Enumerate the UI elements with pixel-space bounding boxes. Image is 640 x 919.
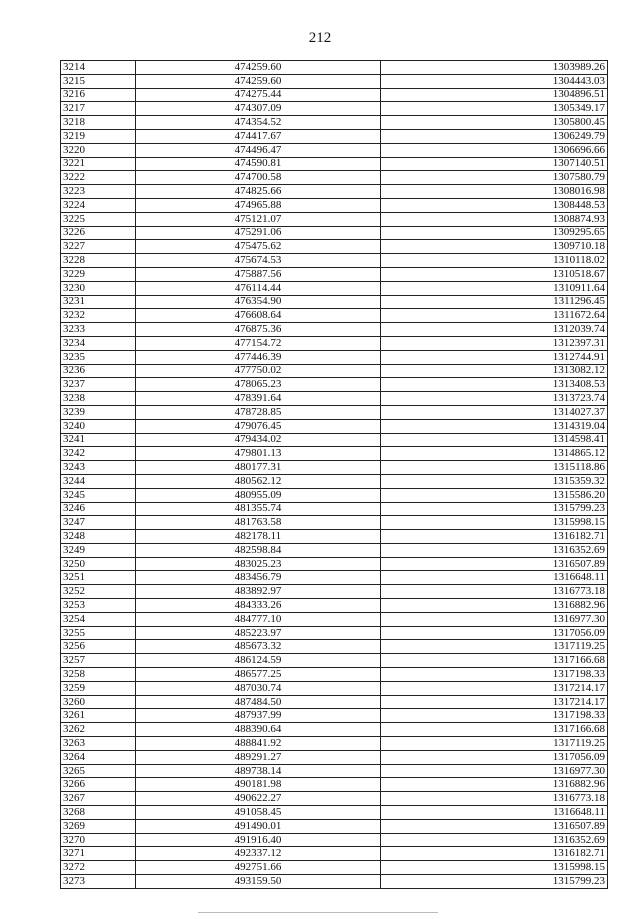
y-coordinate-cell: 1315799.23 [381, 502, 608, 516]
table-row [61, 240, 608, 254]
point-number-cell: 3241 [61, 433, 136, 447]
table-row [61, 806, 608, 820]
table-row [61, 847, 608, 861]
y-coordinate-cell: 1314319.04 [381, 419, 608, 433]
point-number-cell: 3266 [61, 778, 136, 792]
point-number-cell: 3263 [61, 737, 136, 751]
x-coordinate-cell: 487484.50 [136, 695, 381, 709]
y-coordinate-cell: 1308016.98 [381, 185, 608, 199]
table-row [61, 433, 608, 447]
x-coordinate-cell: 487937.99 [136, 709, 381, 723]
table-row [61, 875, 608, 889]
point-number-cell: 3234 [61, 336, 136, 350]
x-coordinate-cell: 488841.92 [136, 737, 381, 751]
point-number-cell: 3218 [61, 116, 136, 130]
table-row [61, 737, 608, 751]
point-number-cell: 3243 [61, 461, 136, 475]
table-row [61, 364, 608, 378]
x-coordinate-cell: 475674.53 [136, 254, 381, 268]
table-row [61, 212, 608, 226]
table-row [61, 530, 608, 544]
x-coordinate-cell: 474700.58 [136, 171, 381, 185]
table-row [61, 750, 608, 764]
table-row [61, 571, 608, 585]
x-coordinate-cell: 476875.36 [136, 323, 381, 337]
x-coordinate-cell: 490181.98 [136, 778, 381, 792]
y-coordinate-cell: 1314598.41 [381, 433, 608, 447]
y-coordinate-cell: 1316648.11 [381, 571, 608, 585]
y-coordinate-cell: 1317214.17 [381, 681, 608, 695]
point-number-cell: 3216 [61, 88, 136, 102]
y-coordinate-cell: 1315799.23 [381, 875, 608, 889]
y-coordinate-cell: 1316648.11 [381, 806, 608, 820]
y-coordinate-cell: 1308448.53 [381, 198, 608, 212]
y-coordinate-cell: 1317198.33 [381, 709, 608, 723]
table-row [61, 778, 608, 792]
point-number-cell: 3273 [61, 875, 136, 889]
x-coordinate-cell: 491490.01 [136, 819, 381, 833]
point-number-cell: 3237 [61, 378, 136, 392]
point-number-cell: 3229 [61, 267, 136, 281]
table-row [61, 695, 608, 709]
y-coordinate-cell: 1316977.30 [381, 764, 608, 778]
x-coordinate-cell: 474354.52 [136, 116, 381, 130]
y-coordinate-cell: 1315998.15 [381, 861, 608, 875]
y-coordinate-cell: 1312744.91 [381, 350, 608, 364]
point-number-cell: 3252 [61, 585, 136, 599]
x-coordinate-cell: 478391.64 [136, 392, 381, 406]
y-coordinate-cell: 1314865.12 [381, 447, 608, 461]
table-row [61, 392, 608, 406]
table-row [61, 461, 608, 475]
y-coordinate-cell: 1316507.89 [381, 557, 608, 571]
x-coordinate-cell: 474417.67 [136, 129, 381, 143]
y-coordinate-cell: 1317166.68 [381, 723, 608, 737]
y-coordinate-cell: 1304443.03 [381, 74, 608, 88]
table-row [61, 723, 608, 737]
table-row [61, 861, 608, 875]
point-number-cell: 3267 [61, 792, 136, 806]
table-row [61, 157, 608, 171]
table-row [61, 267, 608, 281]
table-row [61, 654, 608, 668]
y-coordinate-cell: 1316773.18 [381, 792, 608, 806]
y-coordinate-cell: 1305800.45 [381, 116, 608, 130]
table-row [61, 474, 608, 488]
y-coordinate-cell: 1313082.12 [381, 364, 608, 378]
table-row [61, 129, 608, 143]
table-row [61, 61, 608, 75]
table-row [61, 143, 608, 157]
point-number-cell: 3223 [61, 185, 136, 199]
table-row [61, 612, 608, 626]
x-coordinate-cell: 484333.26 [136, 599, 381, 613]
point-number-cell: 3271 [61, 847, 136, 861]
point-number-cell: 3254 [61, 612, 136, 626]
point-number-cell: 3222 [61, 171, 136, 185]
point-number-cell: 3246 [61, 502, 136, 516]
point-number-cell: 3256 [61, 640, 136, 654]
x-coordinate-cell: 492751.66 [136, 861, 381, 875]
y-coordinate-cell: 1315359.32 [381, 474, 608, 488]
y-coordinate-cell: 1311672.64 [381, 309, 608, 323]
x-coordinate-cell: 480562.12 [136, 474, 381, 488]
point-number-cell: 3225 [61, 212, 136, 226]
y-coordinate-cell: 1306249.79 [381, 129, 608, 143]
table-row [61, 281, 608, 295]
y-coordinate-cell: 1311296.45 [381, 295, 608, 309]
x-coordinate-cell: 475887.56 [136, 267, 381, 281]
table-row [61, 626, 608, 640]
table-row [61, 350, 608, 364]
table-row [61, 599, 608, 613]
point-number-cell: 3214 [61, 61, 136, 75]
y-coordinate-cell: 1317214.17 [381, 695, 608, 709]
x-coordinate-cell: 479434.02 [136, 433, 381, 447]
table-row [61, 405, 608, 419]
x-coordinate-cell: 486577.25 [136, 668, 381, 682]
y-coordinate-cell: 1316182.71 [381, 530, 608, 544]
x-coordinate-cell: 474259.60 [136, 61, 381, 75]
x-coordinate-cell: 477154.72 [136, 336, 381, 350]
x-coordinate-cell: 474275.44 [136, 88, 381, 102]
y-coordinate-cell: 1307140.51 [381, 157, 608, 171]
y-coordinate-cell: 1316182.71 [381, 847, 608, 861]
table-row [61, 709, 608, 723]
table-row [61, 447, 608, 461]
table-row [61, 226, 608, 240]
y-coordinate-cell: 1306696.66 [381, 143, 608, 157]
x-coordinate-cell: 477446.39 [136, 350, 381, 364]
point-number-cell: 3265 [61, 764, 136, 778]
y-coordinate-cell: 1307580.79 [381, 171, 608, 185]
table-row [61, 681, 608, 695]
x-coordinate-cell: 480955.09 [136, 488, 381, 502]
table-row [61, 88, 608, 102]
y-coordinate-cell: 1317119.25 [381, 737, 608, 751]
x-coordinate-cell: 486124.59 [136, 654, 381, 668]
point-number-cell: 3242 [61, 447, 136, 461]
y-coordinate-cell: 1310118.02 [381, 254, 608, 268]
x-coordinate-cell: 474965.88 [136, 198, 381, 212]
y-coordinate-cell: 1310911.64 [381, 281, 608, 295]
table-row [61, 557, 608, 571]
table-row [61, 295, 608, 309]
x-coordinate-cell: 476354.90 [136, 295, 381, 309]
x-coordinate-cell: 487030.74 [136, 681, 381, 695]
y-coordinate-cell: 1308874.93 [381, 212, 608, 226]
point-number-cell: 3232 [61, 309, 136, 323]
point-number-cell: 3238 [61, 392, 136, 406]
page-bottom-rule [198, 912, 438, 913]
x-coordinate-cell: 492337.12 [136, 847, 381, 861]
y-coordinate-cell: 1317119.25 [381, 640, 608, 654]
table-row [61, 792, 608, 806]
point-number-cell: 3224 [61, 198, 136, 212]
x-coordinate-cell: 488390.64 [136, 723, 381, 737]
y-coordinate-cell: 1316773.18 [381, 585, 608, 599]
x-coordinate-cell: 482598.84 [136, 543, 381, 557]
coordinates-table-body [61, 61, 608, 889]
point-number-cell: 3228 [61, 254, 136, 268]
table-row [61, 309, 608, 323]
y-coordinate-cell: 1305349.17 [381, 102, 608, 116]
point-number-cell: 3221 [61, 157, 136, 171]
point-number-cell: 3233 [61, 323, 136, 337]
x-coordinate-cell: 483456.79 [136, 571, 381, 585]
point-number-cell: 3219 [61, 129, 136, 143]
point-number-cell: 3272 [61, 861, 136, 875]
y-coordinate-cell: 1315586.20 [381, 488, 608, 502]
x-coordinate-cell: 474307.09 [136, 102, 381, 116]
table-row [61, 585, 608, 599]
point-number-cell: 3220 [61, 143, 136, 157]
point-number-cell: 3230 [61, 281, 136, 295]
point-number-cell: 3247 [61, 516, 136, 530]
point-number-cell: 3231 [61, 295, 136, 309]
page-number: 212 [308, 30, 332, 46]
table-row [61, 116, 608, 130]
table-row [61, 254, 608, 268]
y-coordinate-cell: 1317166.68 [381, 654, 608, 668]
table-row [61, 171, 608, 185]
y-coordinate-cell: 1313408.53 [381, 378, 608, 392]
point-number-cell: 3270 [61, 833, 136, 847]
table-row [61, 640, 608, 654]
y-coordinate-cell: 1317198.33 [381, 668, 608, 682]
table-row [61, 378, 608, 392]
table-row [61, 185, 608, 199]
point-number-cell: 3240 [61, 419, 136, 433]
x-coordinate-cell: 474496.47 [136, 143, 381, 157]
table-row [61, 516, 608, 530]
point-number-cell: 3269 [61, 819, 136, 833]
x-coordinate-cell: 481763.58 [136, 516, 381, 530]
x-coordinate-cell: 475121.07 [136, 212, 381, 226]
table-row [61, 198, 608, 212]
y-coordinate-cell: 1316352.69 [381, 543, 608, 557]
x-coordinate-cell: 474825.66 [136, 185, 381, 199]
point-number-cell: 3215 [61, 74, 136, 88]
x-coordinate-cell: 483025.23 [136, 557, 381, 571]
x-coordinate-cell: 485223.97 [136, 626, 381, 640]
y-coordinate-cell: 1304896.51 [381, 88, 608, 102]
x-coordinate-cell: 483892.97 [136, 585, 381, 599]
point-number-cell: 3249 [61, 543, 136, 557]
x-coordinate-cell: 474259.60 [136, 74, 381, 88]
point-number-cell: 3264 [61, 750, 136, 764]
point-number-cell: 3244 [61, 474, 136, 488]
x-coordinate-cell: 493159.50 [136, 875, 381, 889]
y-coordinate-cell: 1309295.65 [381, 226, 608, 240]
y-coordinate-cell: 1316352.69 [381, 833, 608, 847]
x-coordinate-cell: 491916.40 [136, 833, 381, 847]
x-coordinate-cell: 482178.11 [136, 530, 381, 544]
point-number-cell: 3226 [61, 226, 136, 240]
x-coordinate-cell: 476114.44 [136, 281, 381, 295]
table-row [61, 336, 608, 350]
y-coordinate-cell: 1312397.31 [381, 336, 608, 350]
point-number-cell: 3227 [61, 240, 136, 254]
x-coordinate-cell: 489291.27 [136, 750, 381, 764]
y-coordinate-cell: 1317056.09 [381, 750, 608, 764]
table-row [61, 102, 608, 116]
point-number-cell: 3235 [61, 350, 136, 364]
coordinates-table [60, 60, 608, 889]
table-row [61, 668, 608, 682]
table-row [61, 419, 608, 433]
x-coordinate-cell: 478065.23 [136, 378, 381, 392]
point-number-cell: 3262 [61, 723, 136, 737]
x-coordinate-cell: 480177.31 [136, 461, 381, 475]
point-number-cell: 3236 [61, 364, 136, 378]
y-coordinate-cell: 1313723.74 [381, 392, 608, 406]
point-number-cell: 3217 [61, 102, 136, 116]
point-number-cell: 3261 [61, 709, 136, 723]
y-coordinate-cell: 1315998.15 [381, 516, 608, 530]
x-coordinate-cell: 479076.45 [136, 419, 381, 433]
y-coordinate-cell: 1303989.26 [381, 61, 608, 75]
x-coordinate-cell: 474590.81 [136, 157, 381, 171]
y-coordinate-cell: 1315118.86 [381, 461, 608, 475]
table-row [61, 543, 608, 557]
point-number-cell: 3259 [61, 681, 136, 695]
x-coordinate-cell: 491058.45 [136, 806, 381, 820]
y-coordinate-cell: 1316977.30 [381, 612, 608, 626]
point-number-cell: 3253 [61, 599, 136, 613]
point-number-cell: 3260 [61, 695, 136, 709]
point-number-cell: 3248 [61, 530, 136, 544]
y-coordinate-cell: 1310518.67 [381, 267, 608, 281]
x-coordinate-cell: 477750.02 [136, 364, 381, 378]
x-coordinate-cell: 475291.06 [136, 226, 381, 240]
point-number-cell: 3251 [61, 571, 136, 585]
point-number-cell: 3258 [61, 668, 136, 682]
y-coordinate-cell: 1317056.09 [381, 626, 608, 640]
x-coordinate-cell: 484777.10 [136, 612, 381, 626]
table-row [61, 488, 608, 502]
x-coordinate-cell: 490622.27 [136, 792, 381, 806]
point-number-cell: 3245 [61, 488, 136, 502]
x-coordinate-cell: 481355.74 [136, 502, 381, 516]
point-number-cell: 3255 [61, 626, 136, 640]
table-row [61, 502, 608, 516]
point-number-cell: 3239 [61, 405, 136, 419]
table-row [61, 833, 608, 847]
table-row [61, 74, 608, 88]
y-coordinate-cell: 1309710.18 [381, 240, 608, 254]
x-coordinate-cell: 479801.13 [136, 447, 381, 461]
y-coordinate-cell: 1316882.96 [381, 599, 608, 613]
table-row [61, 819, 608, 833]
x-coordinate-cell: 478728.85 [136, 405, 381, 419]
table-row [61, 323, 608, 337]
point-number-cell: 3250 [61, 557, 136, 571]
point-number-cell: 3257 [61, 654, 136, 668]
x-coordinate-cell: 485673.32 [136, 640, 381, 654]
y-coordinate-cell: 1316507.89 [381, 819, 608, 833]
x-coordinate-cell: 475475.62 [136, 240, 381, 254]
y-coordinate-cell: 1314027.37 [381, 405, 608, 419]
x-coordinate-cell: 476608.64 [136, 309, 381, 323]
table-row [61, 764, 608, 778]
x-coordinate-cell: 489738.14 [136, 764, 381, 778]
point-number-cell: 3268 [61, 806, 136, 820]
y-coordinate-cell: 1316882.96 [381, 778, 608, 792]
y-coordinate-cell: 1312039.74 [381, 323, 608, 337]
